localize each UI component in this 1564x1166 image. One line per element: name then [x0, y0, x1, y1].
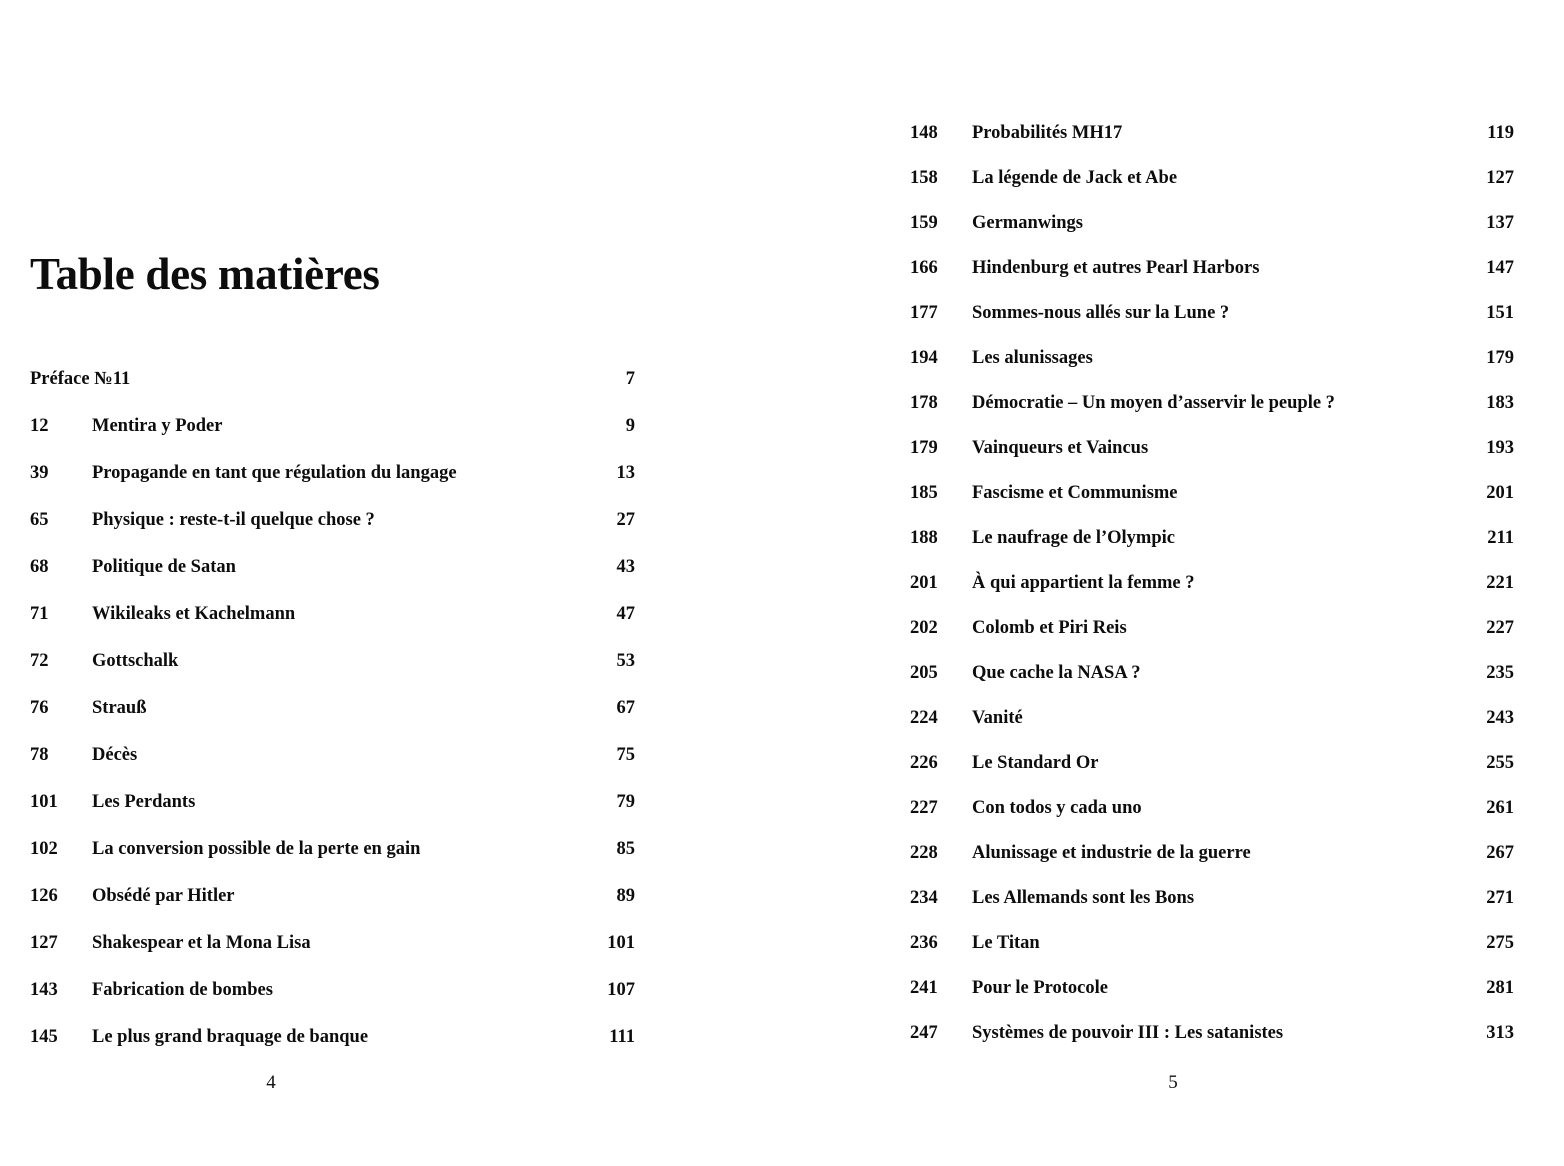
toc-entry[interactable]: [910, 389, 1514, 434]
toc-entry-title[interactable]: Propagande en tant que régulation du langage: [92, 463, 457, 483]
toc-entry-page-number: 111: [609, 1027, 635, 1047]
toc-entry-number: 228: [910, 843, 938, 863]
toc-entry-page-number: 79: [616, 792, 635, 812]
toc-entry-page-number: 43: [616, 557, 635, 577]
toc-entry-title[interactable]: Fascisme et Communisme: [972, 483, 1178, 503]
toc-entry-title[interactable]: Sommes-nous allés sur la Lune ?: [972, 303, 1230, 323]
toc-entry-page-number: 267: [1486, 843, 1514, 863]
toc-entry-page-number: 101: [607, 933, 635, 953]
toc-entry-number: 194: [910, 348, 938, 368]
toc-entry-number: 145: [30, 1027, 58, 1047]
toc-entry-number: 65: [30, 510, 49, 530]
toc-entry-page-number: 235: [1486, 663, 1514, 683]
toc-entry[interactable]: [910, 119, 1514, 164]
toc-entry-number: 241: [910, 978, 938, 998]
toc-entry-number: 148: [910, 123, 938, 143]
toc-entry[interactable]: [910, 614, 1514, 659]
toc-entry[interactable]: [30, 882, 635, 929]
toc-entry-title[interactable]: Le Standard Or: [972, 753, 1099, 773]
toc-entry[interactable]: [910, 1019, 1514, 1064]
toc-entry-title[interactable]: Wikileaks et Kachelmann: [92, 604, 296, 624]
page-title: Table des matières: [30, 249, 380, 300]
toc-entry-title[interactable]: Strauß: [92, 698, 147, 718]
folio-left: 4: [266, 1072, 276, 1093]
toc-entry-number: 78: [30, 745, 49, 765]
toc-entry-page-number: 261: [1486, 798, 1514, 818]
toc-entry-page-number: 243: [1486, 708, 1514, 728]
toc-entry-page-number: 47: [616, 604, 635, 624]
toc-entry-title[interactable]: Gottschalk: [92, 651, 179, 671]
toc-entry-title[interactable]: Vanité: [972, 708, 1023, 728]
toc-entry-number: 205: [910, 663, 938, 683]
toc-entry-number: 188: [910, 528, 938, 548]
toc-entry-page-number: 67: [616, 698, 635, 718]
toc-entry[interactable]: [30, 788, 635, 835]
toc-entry-title[interactable]: Les alunissages: [972, 348, 1093, 368]
toc-entry-title[interactable]: Mentira y Poder: [92, 416, 223, 436]
toc-list-left: [30, 365, 635, 1070]
toc-entry-number: 158: [910, 168, 938, 188]
toc-entry[interactable]: [30, 835, 635, 882]
toc-entry-title[interactable]: Démocratie – Un moyen d’asservir le peuple ?: [972, 393, 1335, 413]
toc-entry-page-number: 75: [616, 745, 635, 765]
toc-entry[interactable]: [30, 694, 635, 741]
toc-entry-page-number: 281: [1486, 978, 1514, 998]
toc-entry[interactable]: [30, 647, 635, 694]
toc-entry-number: 179: [910, 438, 938, 458]
toc-entry-page-number: 201: [1486, 483, 1514, 503]
toc-entry-title[interactable]: Colomb et Piri Reis: [972, 618, 1127, 638]
toc-entry-page-number: 89: [616, 886, 635, 906]
toc-entry-page-number: 13: [616, 463, 635, 483]
toc-entry-page-number: 27: [616, 510, 635, 530]
toc-entry[interactable]: [910, 884, 1514, 929]
toc-entry-title[interactable]: Systèmes de pouvoir III : Les satanistes: [972, 1023, 1284, 1043]
toc-entry-title[interactable]: Vainqueurs et Vaincus: [972, 438, 1149, 458]
toc-entry-page-number: 271: [1486, 888, 1514, 908]
toc-entry[interactable]: [910, 299, 1514, 344]
toc-entry-title[interactable]: Le naufrage de l’Olympic: [972, 528, 1175, 548]
toc-entry[interactable]: [30, 365, 635, 412]
toc-entry[interactable]: [910, 839, 1514, 884]
toc-entry[interactable]: [910, 974, 1514, 1019]
toc-entry-page-number: 85: [616, 839, 635, 859]
folio-right: 5: [1168, 1072, 1178, 1093]
toc-entry-title[interactable]: À qui appartient la femme ?: [972, 573, 1195, 593]
toc-entry-number: 177: [910, 303, 938, 323]
toc-entry[interactable]: [30, 741, 635, 788]
toc-entry-title[interactable]: Que cache la NASA ?: [972, 663, 1141, 683]
toc-entry-number: 234: [910, 888, 938, 908]
toc-entry[interactable]: [30, 600, 635, 647]
toc-entry-page-number: 193: [1486, 438, 1514, 458]
toc-entry-title[interactable]: Germanwings: [972, 213, 1083, 233]
toc-entry-title[interactable]: Physique : reste-t-il quelque chose ?: [92, 510, 375, 530]
toc-entry[interactable]: [30, 553, 635, 600]
toc-entry-number: 68: [30, 557, 49, 577]
toc-entry-title[interactable]: Décès: [92, 745, 138, 765]
toc-entry-page-number: 275: [1486, 933, 1514, 953]
toc-entry-number: 101: [30, 792, 58, 812]
toc-entry-page-number: 183: [1486, 393, 1514, 413]
toc-entry-number: 71: [30, 604, 49, 624]
toc-entry[interactable]: [910, 524, 1514, 569]
toc-entry-number: 227: [910, 798, 938, 818]
toc-entry[interactable]: [910, 704, 1514, 749]
toc-entry-title[interactable]: Obsédé par Hitler: [92, 886, 235, 906]
toc-entry-title[interactable]: Préface №11: [30, 369, 131, 389]
toc-entry-page-number: 119: [1487, 123, 1514, 143]
toc-entry[interactable]: [910, 794, 1514, 839]
toc-entry-number: 201: [910, 573, 938, 593]
toc-entry[interactable]: [30, 976, 635, 1023]
toc-entry-title[interactable]: Alunissage et industrie de la guerre: [972, 843, 1251, 863]
toc-entry-title[interactable]: Probabilités MH17: [972, 123, 1123, 143]
toc-entry-number: 166: [910, 258, 938, 278]
toc-entry-page-number: 221: [1486, 573, 1514, 593]
toc-entry[interactable]: [910, 209, 1514, 254]
toc-entry-title[interactable]: Fabrication de bombes: [92, 980, 273, 1000]
toc-entry-number: 247: [910, 1023, 938, 1043]
toc-entry-page-number: 137: [1486, 213, 1514, 233]
toc-entry-page-number: 313: [1486, 1023, 1514, 1043]
toc-entry-title[interactable]: Politique de Satan: [92, 557, 236, 577]
toc-entry[interactable]: [30, 1023, 635, 1070]
toc-entry-number: 159: [910, 213, 938, 233]
toc-entry-title[interactable]: Hindenburg et autres Pearl Harbors: [972, 258, 1260, 278]
toc-entry-page-number: 255: [1486, 753, 1514, 773]
toc-entry[interactable]: [910, 344, 1514, 389]
toc-entry-page-number: 147: [1486, 258, 1514, 278]
toc-entry[interactable]: [910, 254, 1514, 299]
toc-entry-number: 178: [910, 393, 938, 413]
toc-entry[interactable]: [30, 412, 635, 459]
toc-entry[interactable]: [910, 164, 1514, 209]
toc-entry-title[interactable]: Shakespear et la Mona Lisa: [92, 933, 311, 953]
toc-entry-number: 185: [910, 483, 938, 503]
toc-entry[interactable]: [910, 929, 1514, 974]
toc-entry-page-number: 53: [616, 651, 635, 671]
toc-entry[interactable]: [30, 459, 635, 506]
toc-entry[interactable]: [30, 929, 635, 976]
toc-entry-number: 127: [30, 933, 58, 953]
toc-entry-number: 12: [30, 416, 49, 436]
toc-entry-title[interactable]: Les Allemands sont les Bons: [972, 888, 1195, 908]
toc-entry-page-number: 127: [1486, 168, 1514, 188]
toc-entry-number: 126: [30, 886, 58, 906]
toc-entry-title[interactable]: Le Titan: [972, 933, 1040, 953]
toc-entry-page-number: 211: [1487, 528, 1514, 548]
page-right: [782, 0, 1564, 1166]
toc-entry-number: 143: [30, 980, 58, 1000]
toc-entry-page-number: 107: [607, 980, 635, 1000]
toc-entry[interactable]: [910, 749, 1514, 794]
toc-entry-number: 39: [30, 463, 49, 483]
toc-entry-number: 72: [30, 651, 49, 671]
toc-entry-title[interactable]: La légende de Jack et Abe: [972, 168, 1178, 188]
toc-entry-number: 76: [30, 698, 49, 718]
toc-list-right: [910, 119, 1514, 1064]
toc-entry[interactable]: [910, 659, 1514, 704]
toc-entry-number: 224: [910, 708, 938, 728]
toc-entry[interactable]: [30, 506, 635, 553]
toc-entry-title[interactable]: Con todos y cada uno: [972, 798, 1142, 818]
toc-entry-number: 236: [910, 933, 938, 953]
toc-entry[interactable]: [910, 434, 1514, 479]
toc-entry-title[interactable]: Le plus grand braquage de banque: [92, 1027, 369, 1047]
toc-entry-title[interactable]: La conversion possible de la perte en gain: [92, 839, 421, 859]
toc-entry-number: 102: [30, 839, 58, 859]
toc-entry[interactable]: [910, 569, 1514, 614]
toc-entry[interactable]: [910, 479, 1514, 524]
toc-entry-page-number: 227: [1486, 618, 1514, 638]
toc-entry-page-number: 151: [1486, 303, 1514, 323]
toc-entry-page-number: 179: [1486, 348, 1514, 368]
toc-entry-page-number: 7: [625, 369, 635, 389]
toc-entry-title[interactable]: Les Perdants: [92, 792, 196, 812]
toc-entry-number: 202: [910, 618, 938, 638]
toc-entry-page-number: 9: [625, 416, 635, 436]
toc-entry-title[interactable]: Pour le Protocole: [972, 978, 1108, 998]
toc-entry-number: 226: [910, 753, 938, 773]
